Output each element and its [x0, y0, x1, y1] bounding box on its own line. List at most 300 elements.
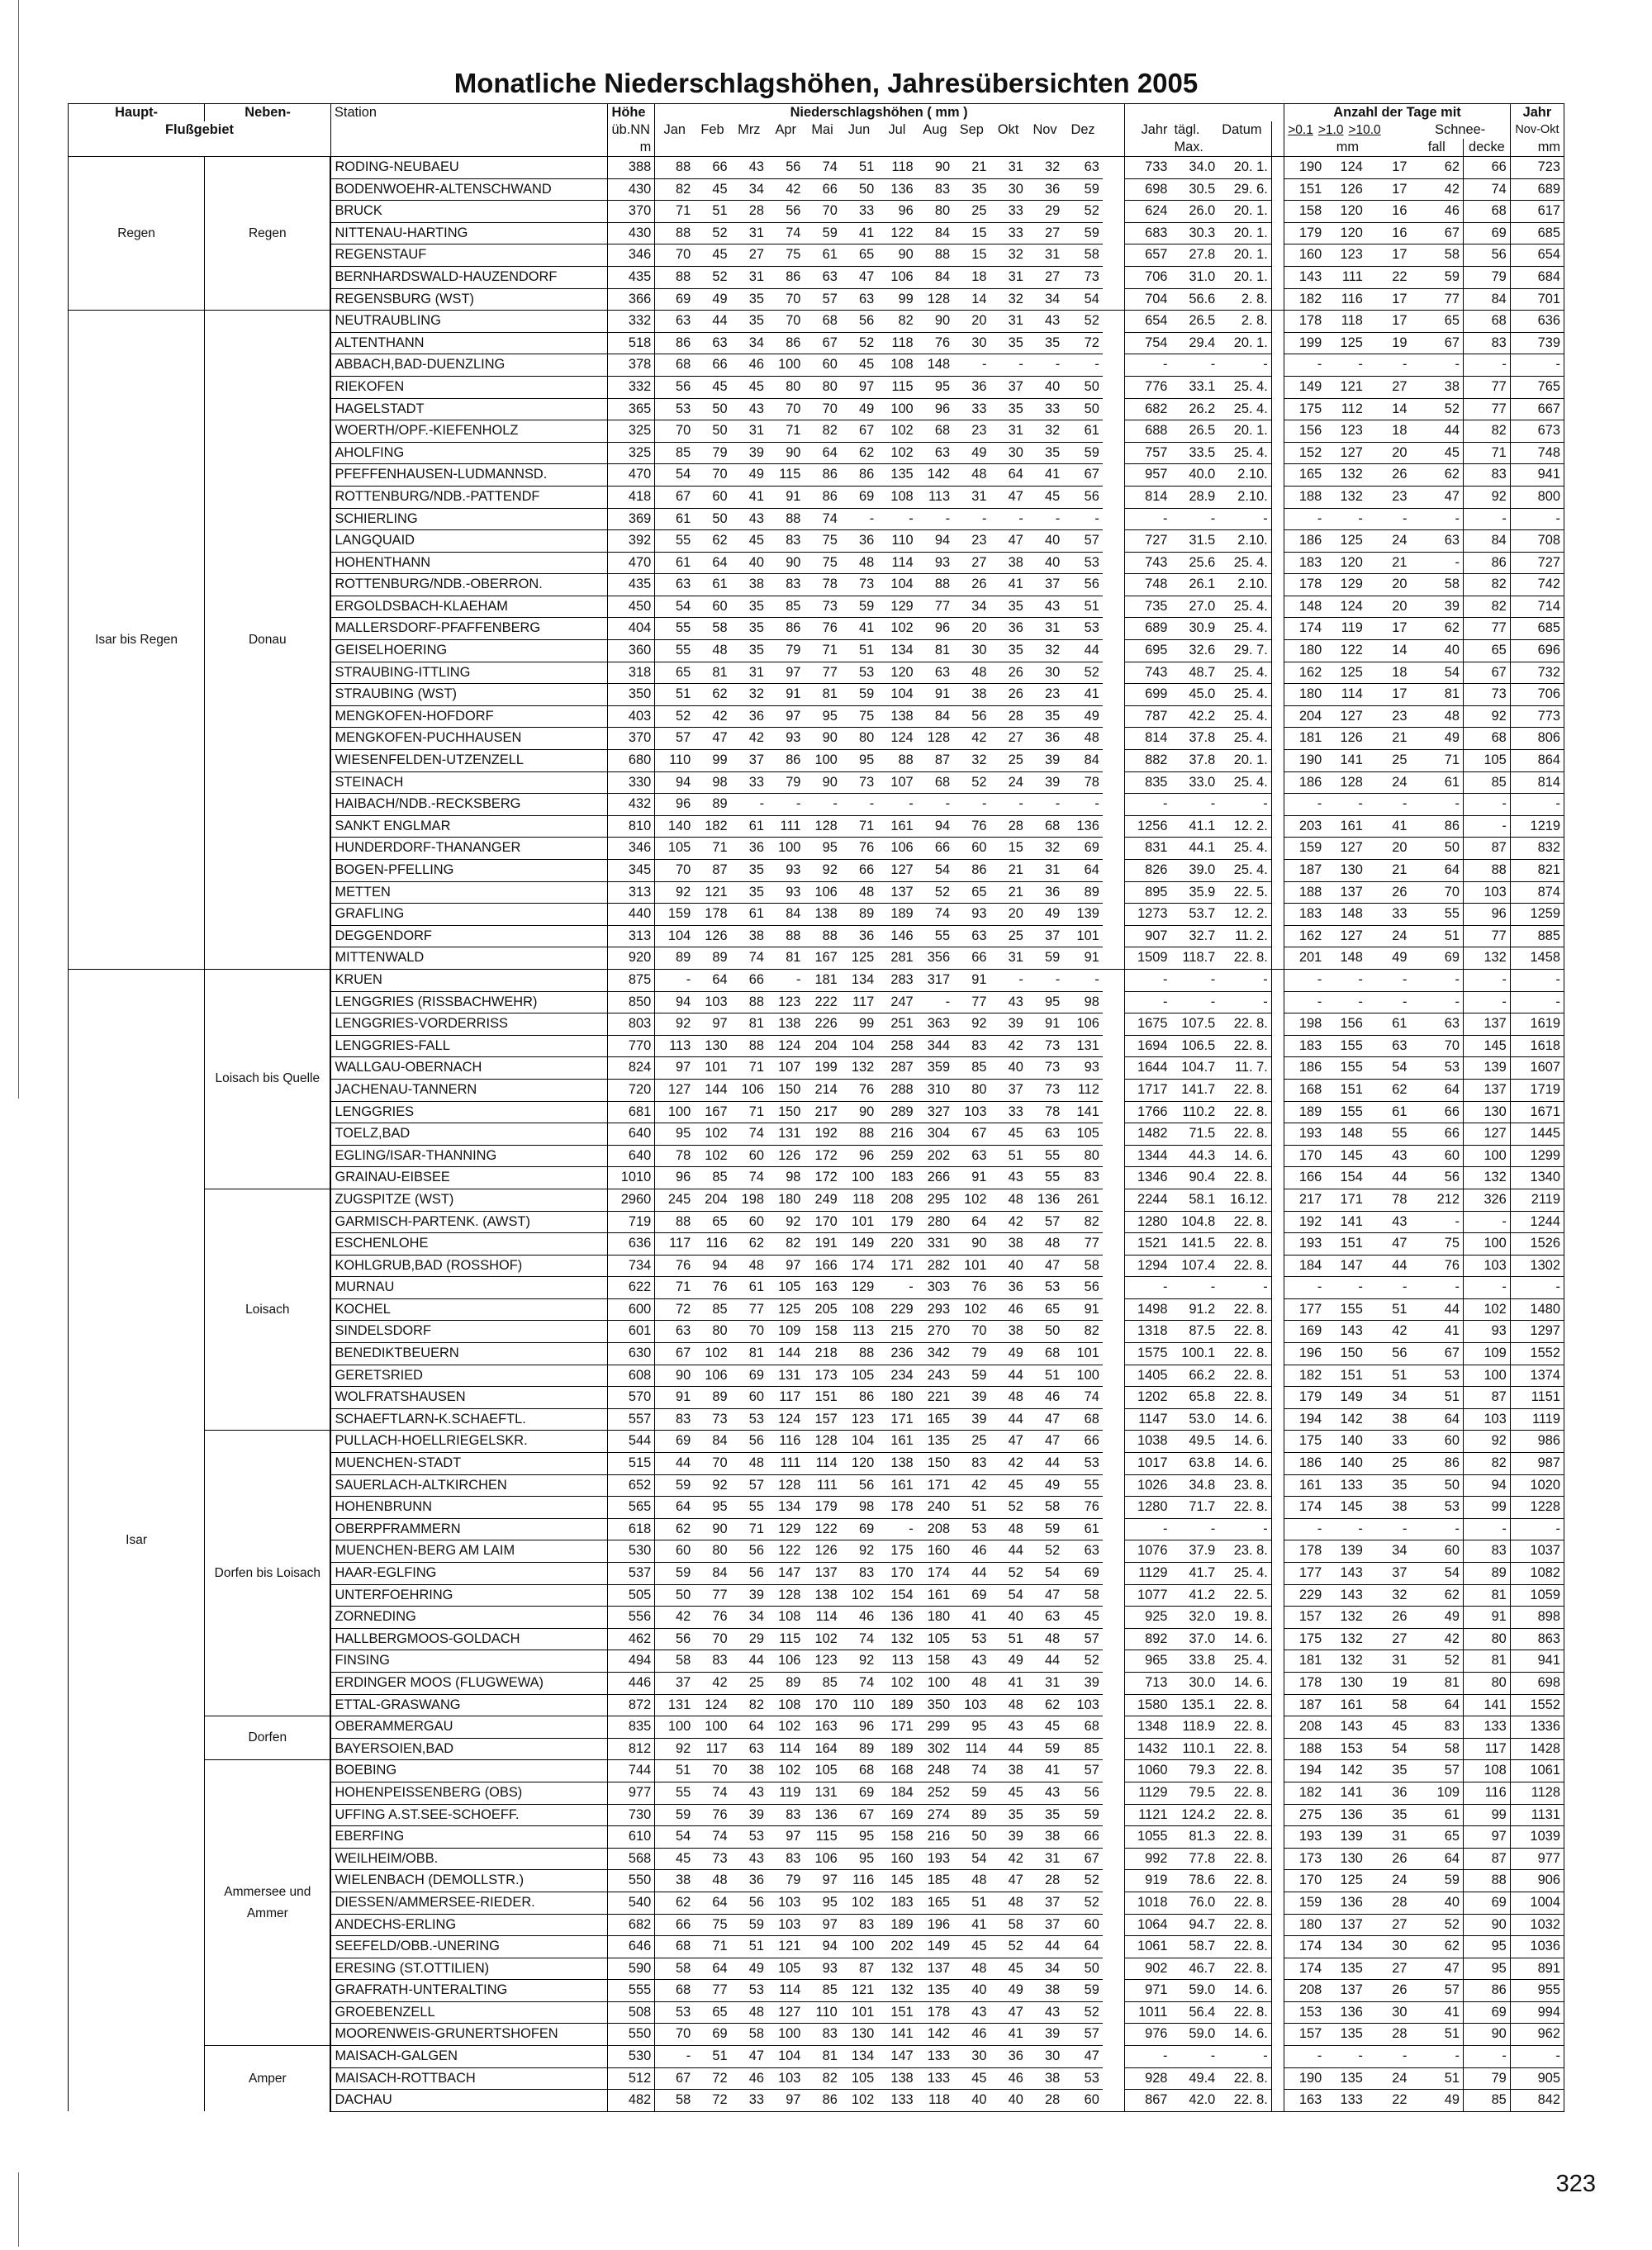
station-name: ALTENTHANN [330, 332, 608, 354]
monthly-precip: 104 [841, 1431, 877, 1453]
monthly-precip: 48 [694, 1870, 730, 1892]
monthly-precip: 108 [841, 1298, 877, 1321]
monthly-precip: 21 [990, 881, 1026, 904]
snowcover-days: 95 [1464, 1958, 1511, 1980]
monthly-precip: 40 [990, 1057, 1026, 1080]
monthly-precip: 89 [1063, 881, 1103, 904]
snowcover-days: 77 [1464, 398, 1511, 420]
monthly-precip: 122 [767, 1540, 804, 1563]
monthly-precip: 129 [877, 596, 916, 618]
station-name: BOEBING [330, 1760, 608, 1782]
days-count: 120 [1325, 552, 1366, 574]
monthly-precip: 139 [1063, 904, 1103, 926]
days-count: 148 [1325, 904, 1366, 926]
year-nov-okt: 1036 [1510, 1936, 1564, 1958]
station-name: GRAFLING [330, 904, 608, 926]
snowcover-days: 79 [1464, 266, 1511, 288]
monthly-precip: 252 [917, 1782, 953, 1804]
monthly-precip: 56 [841, 1474, 877, 1497]
monthly-precip: 39 [731, 1804, 767, 1826]
daily-max: 90.4 [1170, 1167, 1218, 1189]
monthly-precip: 70 [804, 398, 840, 420]
station-height: 470 [608, 552, 655, 574]
monthly-precip: 99 [841, 1013, 877, 1036]
station-height: 872 [608, 1694, 655, 1716]
max-date: 22. 8. [1218, 1870, 1271, 1892]
snowcover-days: 97 [1464, 1826, 1511, 1849]
monthly-precip: 288 [877, 1079, 916, 1101]
year-sum: 1521 [1125, 1233, 1171, 1256]
monthly-precip: 31 [990, 266, 1026, 288]
monthly-precip: 169 [877, 1804, 916, 1826]
snowcover-days: 80 [1464, 1672, 1511, 1694]
monthly-precip: 86 [953, 860, 990, 882]
days-count: - [1284, 969, 1326, 991]
header-row [69, 121, 1564, 139]
monthly-precip: 259 [877, 1145, 916, 1167]
max-date: 20. 1. [1218, 222, 1271, 244]
monthly-precip: 37 [655, 1672, 694, 1694]
daily-max: 39.0 [1170, 860, 1218, 882]
monthly-precip: 85 [694, 1298, 730, 1321]
station-name: UNTERFOEHRING [330, 1584, 608, 1607]
monthly-precip: 48 [694, 640, 730, 662]
monthly-precip: 96 [841, 1716, 877, 1739]
days-count: 158 [1284, 201, 1326, 223]
monthly-precip: 44 [953, 1563, 990, 1585]
monthly-precip: 71 [694, 838, 730, 860]
max-date: 22. 8. [1218, 1035, 1271, 1057]
monthly-precip: 44 [990, 1738, 1026, 1760]
year-nov-okt: 765 [1510, 376, 1564, 398]
max-date: 14. 6. [1218, 1408, 1271, 1431]
max-date: 22. 8. [1218, 1365, 1271, 1387]
monthly-precip: 38 [655, 1870, 694, 1892]
monthly-precip: 302 [917, 1738, 953, 1760]
monthly-precip: 89 [694, 947, 730, 970]
station-name: HUNDERDORF-THANANGER [330, 838, 608, 860]
snowcover-days: 139 [1464, 1057, 1511, 1080]
snowcover-days: 82 [1464, 596, 1511, 618]
monthly-precip: 77 [1063, 1233, 1103, 1256]
snowcover-days: 86 [1464, 1980, 1511, 2002]
monthly-precip: 289 [877, 1101, 916, 1123]
days-count: - [1325, 969, 1366, 991]
year-sum: - [1125, 794, 1171, 816]
snowfall-days: 53 [1411, 1057, 1464, 1080]
monthly-precip: 251 [877, 1013, 916, 1036]
monthly-precip: 45 [990, 1782, 1026, 1804]
year-nov-okt: 1297 [1510, 1321, 1564, 1343]
station-name: MOORENWEIS-GRUNERTSHOFEN [330, 2024, 608, 2046]
station-height: 378 [608, 354, 655, 377]
year-nov-okt: 698 [1510, 1672, 1564, 1694]
monthly-precip: 35 [990, 398, 1026, 420]
monthly-precip: - [877, 1518, 916, 1540]
year-sum: 733 [1125, 157, 1171, 179]
days-count: 178 [1284, 1672, 1326, 1694]
station-name: DEGGENDORF [330, 925, 608, 947]
monthly-precip: 114 [767, 1980, 804, 2002]
monthly-precip: 56 [767, 157, 804, 179]
monthly-precip: 113 [841, 1321, 877, 1343]
daily-max: 91.2 [1170, 1298, 1218, 1321]
monthly-precip: 102 [877, 1672, 916, 1694]
monthly-precip: 88 [917, 574, 953, 596]
monthly-precip: 185 [917, 1870, 953, 1892]
max-date: 20. 1. [1218, 266, 1271, 288]
station-name: EGLING/ISAR-THANNING [330, 1145, 608, 1167]
monthly-precip: 310 [917, 1079, 953, 1101]
monthly-precip: 54 [917, 860, 953, 882]
snowfall-days: 47 [1411, 486, 1464, 508]
monthly-precip: 193 [917, 1848, 953, 1870]
snowfall-days: 62 [1411, 157, 1464, 179]
daily-max: - [1170, 508, 1218, 530]
days-count: 137 [1325, 881, 1366, 904]
monthly-precip: 50 [1063, 398, 1103, 420]
year-sum: 688 [1125, 420, 1171, 443]
monthly-precip: 281 [877, 947, 916, 970]
daily-max: 45.0 [1170, 684, 1218, 706]
monthly-precip: 31 [1027, 244, 1063, 267]
days-count: 204 [1284, 705, 1326, 728]
station-name: OBERPFRAMMERN [330, 1518, 608, 1540]
year-sum: 1017 [1125, 1453, 1171, 1475]
monthly-precip: 89 [953, 1804, 990, 1826]
max-date: 22. 8. [1218, 1211, 1271, 1233]
station-name: UFFING A.ST.SEE-SCHOEFF. [330, 1804, 608, 1826]
monthly-precip: 58 [1063, 244, 1103, 267]
days-count: - [1284, 2046, 1326, 2068]
snowcover-days: 66 [1464, 157, 1511, 179]
monthly-precip: 93 [917, 552, 953, 574]
monthly-precip: 75 [767, 244, 804, 267]
header-flussgebiet: Flußgebiet [69, 121, 331, 139]
snowfall-days: - [1411, 1518, 1464, 1540]
monthly-precip: 49 [990, 1980, 1026, 2002]
days-count: 43 [1366, 1145, 1411, 1167]
station-name: WOLFRATSHAUSEN [330, 1387, 608, 1409]
monthly-precip: 40 [1027, 376, 1063, 398]
monthly-precip: 37 [990, 376, 1026, 398]
snowfall-days: 76 [1411, 1255, 1464, 1277]
monthly-precip: 73 [1027, 1079, 1063, 1101]
max-date: 19. 8. [1218, 1607, 1271, 1629]
monthly-precip: 98 [694, 771, 730, 794]
monthly-precip: 119 [767, 1782, 804, 1804]
daily-max: - [1170, 969, 1218, 991]
header-month: Okt [997, 122, 1019, 137]
station-name: GRAFRATH-UNTERALTING [330, 1980, 608, 2002]
monthly-precip: 40 [990, 1255, 1026, 1277]
monthly-precip: 97 [767, 2090, 804, 2112]
monthly-precip: 71 [694, 1936, 730, 1958]
monthly-precip: 135 [917, 1431, 953, 1453]
year-sum: 1294 [1125, 1255, 1171, 1277]
days-count: 16 [1366, 201, 1411, 223]
monthly-precip: 350 [917, 1694, 953, 1716]
monthly-precip: 42 [990, 1035, 1026, 1057]
snowcover-days: 132 [1464, 1167, 1511, 1189]
monthly-precip: 93 [953, 904, 990, 926]
monthly-precip: 86 [655, 332, 694, 354]
snowfall-days: 65 [1411, 311, 1464, 333]
daily-max: 44.3 [1170, 1145, 1218, 1167]
daily-max: 141.5 [1170, 1233, 1218, 1256]
days-count: 149 [1284, 376, 1326, 398]
monthly-precip: 69 [841, 486, 877, 508]
station-height: 313 [608, 925, 655, 947]
monthly-precip: 34 [731, 178, 767, 201]
daily-max: 30.3 [1170, 222, 1218, 244]
monthly-precip: 91 [767, 684, 804, 706]
monthly-precip: 116 [694, 1233, 730, 1256]
station-height: 734 [608, 1255, 655, 1277]
monthly-precip: 46 [731, 2067, 767, 2090]
year-sum: 748 [1125, 574, 1171, 596]
max-date: 20. 1. [1218, 157, 1271, 179]
monthly-precip: 59 [953, 1365, 990, 1387]
year-nov-okt: 986 [1510, 1431, 1564, 1453]
station-height: 537 [608, 1563, 655, 1585]
monthly-precip: 40 [953, 1980, 990, 2002]
monthly-precip: 171 [877, 1255, 916, 1277]
daily-max: 35.9 [1170, 881, 1218, 904]
station-name: SINDELSDORF [330, 1321, 608, 1343]
year-sum: 1717 [1125, 1079, 1171, 1101]
monthly-precip: 317 [917, 969, 953, 991]
monthly-precip: 47 [1063, 2046, 1103, 2068]
year-nov-okt: 667 [1510, 398, 1564, 420]
monthly-precip: 82 [1063, 1211, 1103, 1233]
monthly-precip: 295 [917, 1189, 953, 1211]
monthly-precip: 57 [1063, 2024, 1103, 2046]
monthly-precip: 56 [731, 1540, 767, 1563]
snowcover-days: 93 [1464, 1321, 1511, 1343]
monthly-precip: 69 [841, 1782, 877, 1804]
monthly-precip: 80 [953, 1079, 990, 1101]
snowcover-days: 77 [1464, 925, 1511, 947]
monthly-precip: 32 [1027, 420, 1063, 443]
monthly-precip: 27 [1027, 266, 1063, 288]
monthly-precip: 60 [1063, 1914, 1103, 1936]
days-count: 134 [1325, 1936, 1366, 1958]
monthly-precip: 41 [953, 1914, 990, 1936]
monthly-precip: 67 [655, 486, 694, 508]
daily-max: 42.2 [1170, 705, 1218, 728]
monthly-precip: 159 [655, 904, 694, 926]
days-count: 162 [1284, 662, 1326, 684]
header-mm2: mm [1510, 139, 1564, 157]
snowfall-days: 71 [1411, 750, 1464, 772]
monthly-precip: 96 [917, 618, 953, 640]
monthly-precip: 95 [804, 1892, 840, 1914]
year-nov-okt: 1458 [1510, 947, 1564, 970]
monthly-precip: 70 [655, 420, 694, 443]
snowcover-days: 141 [1464, 1694, 1511, 1716]
snowcover-days: 92 [1464, 705, 1511, 728]
header-fall: fall [1411, 139, 1464, 157]
days-count: 132 [1325, 1607, 1366, 1629]
monthly-precip: 72 [1063, 332, 1103, 354]
monthly-precip: 43 [731, 157, 767, 179]
station-name: HOHENBRUNN [330, 1497, 608, 1519]
snowcover-days: 68 [1464, 311, 1511, 333]
days-count: 34 [1366, 1540, 1411, 1563]
days-count: 143 [1325, 1321, 1366, 1343]
monthly-precip: 98 [841, 1497, 877, 1519]
monthly-precip: 96 [877, 201, 916, 223]
snowcover-days: 87 [1464, 1387, 1511, 1409]
monthly-precip: 79 [767, 1870, 804, 1892]
monthly-precip: 31 [1027, 860, 1063, 882]
snowcover-days: 69 [1464, 222, 1511, 244]
snowfall-days: 64 [1411, 860, 1464, 882]
monthly-precip: 72 [694, 2067, 730, 2090]
station-name: HALLBERGMOOS-GOLDACH [330, 1628, 608, 1650]
monthly-precip: 51 [1063, 596, 1103, 618]
days-count: - [1366, 2046, 1411, 2068]
year-sum: 787 [1125, 705, 1171, 728]
monthly-precip: - [917, 508, 953, 530]
monthly-precip: 57 [1063, 530, 1103, 553]
monthly-precip: 91 [953, 969, 990, 991]
monthly-precip: 101 [841, 1211, 877, 1233]
monthly-precip: 31 [1027, 1848, 1063, 1870]
monthly-precip: 87 [917, 750, 953, 772]
daily-max: - [1170, 2046, 1218, 2068]
monthly-precip: 41 [1027, 464, 1063, 487]
monthly-precip: 77 [731, 1298, 767, 1321]
monthly-precip: 171 [877, 1716, 916, 1739]
monthly-precip: 70 [767, 398, 804, 420]
monthly-precip: 63 [917, 662, 953, 684]
days-count: 128 [1325, 771, 1366, 794]
station-height: 570 [608, 1387, 655, 1409]
monthly-precip: 51 [841, 157, 877, 179]
daily-max: 26.5 [1170, 420, 1218, 443]
days-count: 28 [1366, 1892, 1411, 1914]
days-count: 193 [1284, 1233, 1326, 1256]
station-height: 550 [608, 1870, 655, 1892]
days-count: 187 [1284, 1694, 1326, 1716]
monthly-precip: 132 [877, 1958, 916, 1980]
year-nov-okt: 814 [1510, 771, 1564, 794]
days-count: 130 [1325, 860, 1366, 882]
monthly-precip: 104 [877, 574, 916, 596]
monthly-precip: 45 [1063, 1607, 1103, 1629]
monthly-precip: 102 [694, 1145, 730, 1167]
days-count: 34 [1366, 1387, 1411, 1409]
monthly-precip: 35 [1027, 442, 1063, 464]
year-nov-okt: 696 [1510, 640, 1564, 662]
monthly-precip: 100 [694, 1716, 730, 1739]
monthly-precip: - [917, 991, 953, 1013]
days-count: 132 [1325, 1650, 1366, 1673]
monthly-precip: 52 [990, 1936, 1026, 1958]
max-date: 22. 8. [1218, 1233, 1271, 1256]
monthly-precip: 23 [953, 420, 990, 443]
monthly-precip: 31 [731, 662, 767, 684]
snowfall-days: 53 [1411, 1365, 1464, 1387]
monthly-precip: 38 [1027, 1980, 1063, 2002]
station-height: 1010 [608, 1167, 655, 1189]
monthly-precip: 49 [990, 1650, 1026, 1673]
monthly-precip: 60 [731, 1211, 767, 1233]
monthly-precip: 105 [841, 1365, 877, 1387]
monthly-precip: 35 [1027, 1804, 1063, 1826]
monthly-precip: 62 [655, 1518, 694, 1540]
monthly-precip: - [767, 794, 804, 816]
monthly-precip: 73 [1063, 266, 1103, 288]
monthly-precip: 136 [1027, 1189, 1063, 1211]
monthly-precip: 102 [877, 442, 916, 464]
max-date: 22. 8. [1218, 1298, 1271, 1321]
hauptgebiet-label: Regen [69, 157, 205, 311]
monthly-precip: 132 [841, 1057, 877, 1080]
monthly-precip: 73 [694, 1408, 730, 1431]
year-sum: - [1125, 969, 1171, 991]
monthly-precip: 90 [841, 1101, 877, 1123]
snowfall-days: 58 [1411, 1738, 1464, 1760]
monthly-precip: 38 [1027, 2067, 1063, 2090]
year-sum: 1129 [1125, 1563, 1171, 1585]
monthly-precip: 25 [731, 1672, 767, 1694]
monthly-precip: 33 [953, 398, 990, 420]
monthly-precip: 163 [804, 1277, 840, 1299]
snowfall-days: 67 [1411, 222, 1464, 244]
monthly-precip: 120 [877, 662, 916, 684]
monthly-precip: - [1063, 969, 1103, 991]
year-nov-okt: 1032 [1510, 1914, 1564, 1936]
monthly-precip: 327 [917, 1101, 953, 1123]
station-name: HAGELSTADT [330, 398, 608, 420]
monthly-precip: 160 [877, 1848, 916, 1870]
station-name: DACHAU [330, 2090, 608, 2112]
snowcover-days: 92 [1464, 1431, 1511, 1453]
days-count: - [1325, 1518, 1366, 1540]
monthly-precip: 49 [1063, 705, 1103, 728]
monthly-precip: 49 [1027, 1474, 1063, 1497]
max-date: 11. 2. [1218, 925, 1271, 947]
monthly-precip: 47 [1027, 1255, 1063, 1277]
monthly-precip: 61 [731, 904, 767, 926]
monthly-precip: 95 [694, 1497, 730, 1519]
station-height: 744 [608, 1760, 655, 1782]
snowcover-days: 80 [1464, 1628, 1511, 1650]
monthly-precip: 84 [767, 904, 804, 926]
monthly-precip: 363 [917, 1013, 953, 1036]
monthly-precip: 35 [990, 640, 1026, 662]
station-name: ERDINGER MOOS (FLUGWEWA) [330, 1672, 608, 1694]
station-name: BRUCK [330, 201, 608, 223]
monthly-precip: 178 [694, 904, 730, 926]
max-date: 2.10. [1218, 486, 1271, 508]
monthly-precip: 65 [694, 1211, 730, 1233]
monthly-precip: 36 [841, 530, 877, 553]
days-count: 135 [1325, 2067, 1366, 2090]
max-date: 22. 5. [1218, 881, 1271, 904]
monthly-precip: 59 [804, 222, 840, 244]
daily-max: 30.9 [1170, 618, 1218, 640]
monthly-precip: 43 [731, 398, 767, 420]
snowfall-days: 63 [1411, 1013, 1464, 1036]
monthly-precip: 88 [767, 508, 804, 530]
monthly-precip: 142 [917, 2024, 953, 2046]
station-height: 325 [608, 420, 655, 443]
monthly-precip: 76 [694, 1277, 730, 1299]
